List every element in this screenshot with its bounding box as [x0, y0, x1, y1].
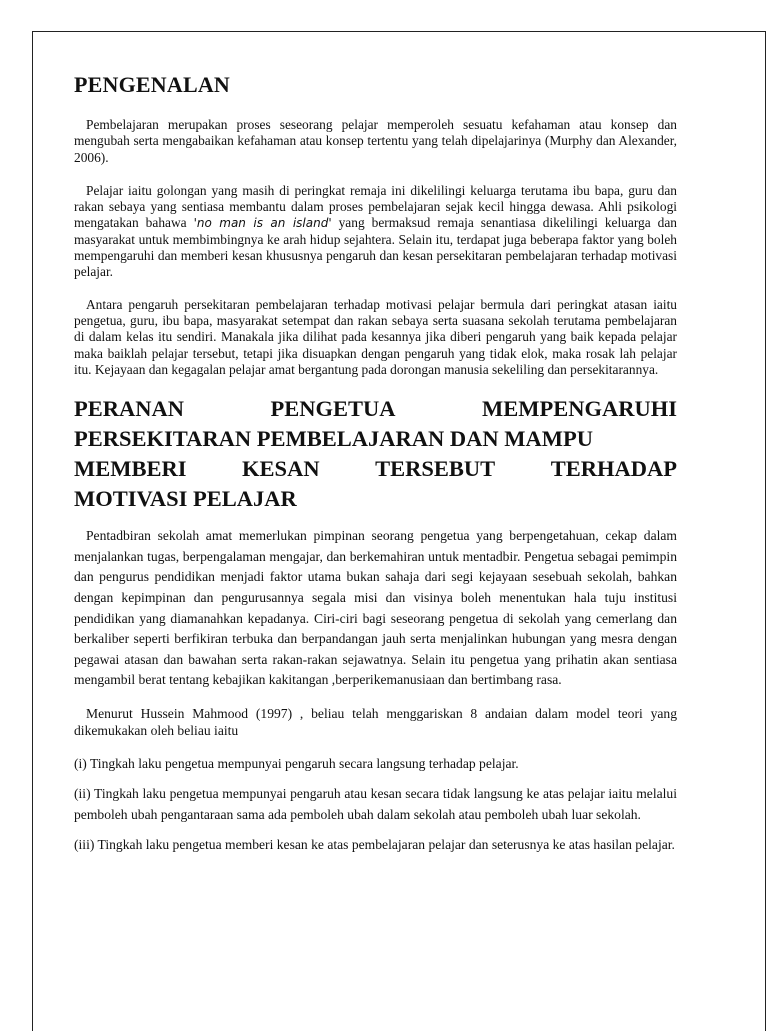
heading-line-3 — [74, 454, 677, 484]
heading-word: TERSEBUT — [375, 456, 496, 482]
paragraph-intro-3: Antara pengaruh persekitaran pembelajaran terhadap motivasi pelajar bermula dari peringkat atasan iaitu pengetua, guru, ibu bapa, masyarakat setempat dan rakan sebaya serta suasana sekolah terutama pembelajaran di dalam kelas itu sendiri. Manakala jika dilihat pada kesannya jika diberi pengaruh yang baik kepada pelajar maka baiklah pelajar tersebut, tetapi jika disuapkan dengan pengaruh yang tidak elok, maka rosak lah pelajar itu. Kejayaan dan kegagalan pelajar amat bergantung pada dorongan manusia sekeliling dan persekitarannya. — [74, 296, 677, 377]
heading-word: MEMPENGARUHI — [481, 396, 677, 422]
heading-line-2: PERSEKITARAN PEMBELAJARAN DAN MAMPU — [74, 426, 593, 452]
quote-no-man-is-an-island: 'no man is an island' — [193, 216, 332, 231]
heading-line-1 — [74, 394, 677, 424]
heading-word: PENGETUA — [270, 396, 396, 422]
heading-word: TERHADAP — [550, 456, 677, 482]
section-heading-peranan-pengetua — [74, 394, 677, 514]
list-item-iii: (iii) Tingkah laku pengetua memberi kesan ke atas pembelajaran pelajar dan seterusnya ke atas hasilan pelajar. — [74, 836, 675, 852]
paragraph-hussein-mahmood: Menurut Hussein Mahmood (1997) , beliau telah menggariskan 8 andaian dalam model teori yang dikemukakan oleh beliau iaitu — [74, 705, 677, 739]
heading-word: PERANAN — [74, 396, 184, 422]
paragraph-intro-2-text-b: yang bermaksud remaja senantiasa dikelilingi keluarga dan masyarakat untuk membimbingnya ke arah hidup sejahtera. Selain itu, terdapat juga beberapa faktor yang boleh mempengaruhi dan memberi kesan khususnya pengaruh dan kesan persekitaran pembelajaran terhadap motivasi pelajar. — [74, 215, 678, 280]
section-heading-pengenalan: PENGENALAN — [74, 72, 231, 97]
document-body — [74, 72, 677, 865]
paragraph-pentadbiran: Pentadbiran sekolah amat memerlukan pimpinan seorang pengetua yang berpengetahuan, cekap dalam menjalankan tugas, berpengalaman mengajar, dan berkemahiran untuk mentadbir. Pengetua sebagai pemimpin dan pengurus pendidikan menjadi faktor utama bukan sahaja dari segi kejayaan sesebuah sekolah, bahkan dengan kepimpinan dan pengurusannya segala misi dan visinya boleh menentukan hala tuju institusi pendidikan yang diamanahkan kepadanya. Ciri-ciri bagi seseorang pengetua di sekolah yang cemerlang dan berkaliber seperti berfikiran terbuka dan berpandangan jauh serta menjalinkan hubungan yang mesra dengan pegawai atasan dan bawahan serta rakan-rakan sejawatnya. Selain itu pengetua yang prihatin akan sentiasa mengambil berat tentang kebajikan kakitangan ,berperikemanusiaan dan bertimbang rasa. — [74, 528, 677, 688]
list-item-i: (i) Tingkah laku pengetua mempunyai pengaruh secara langsung terhadap pelajar. — [74, 755, 519, 771]
heading-word: MEMBERI — [74, 456, 187, 482]
paragraph-intro-1: Pembelajaran merupakan proses seseorang pelajar memperoleh sesuatu kefahaman atau konsep dan mengubah serta mengabaikan kefahaman atau konsep tertentu yang telah dipelajarinya (Murphy dan Alexander, 2006). — [74, 117, 677, 165]
list-item-ii: (ii) Tingkah laku pengetua mempunyai pengaruh atau kesan secara tidak langsung ke atas pelajar iaitu melalui pemboleh ubah pengantaraan sama ada pemboleh ubah dalam sekolah atau pemboleh ubah luar sekolah. — [74, 786, 677, 822]
paragraph-intro-2-text-a: Pelajar iaitu golongan yang masih di peringkat remaja ini dikelilingi keluarga terutama ibu bapa, guru dan rakan sebaya yang sentiasa membantu dalam proses pembelajaran sejak kecil hingga dewasa. Ahli psikologi mengatakan bahawa — [74, 182, 677, 231]
heading-line-4: MOTIVASI PELAJAR — [74, 486, 297, 512]
heading-word: KESAN — [242, 456, 320, 482]
paragraph-intro-2 — [74, 183, 677, 281]
